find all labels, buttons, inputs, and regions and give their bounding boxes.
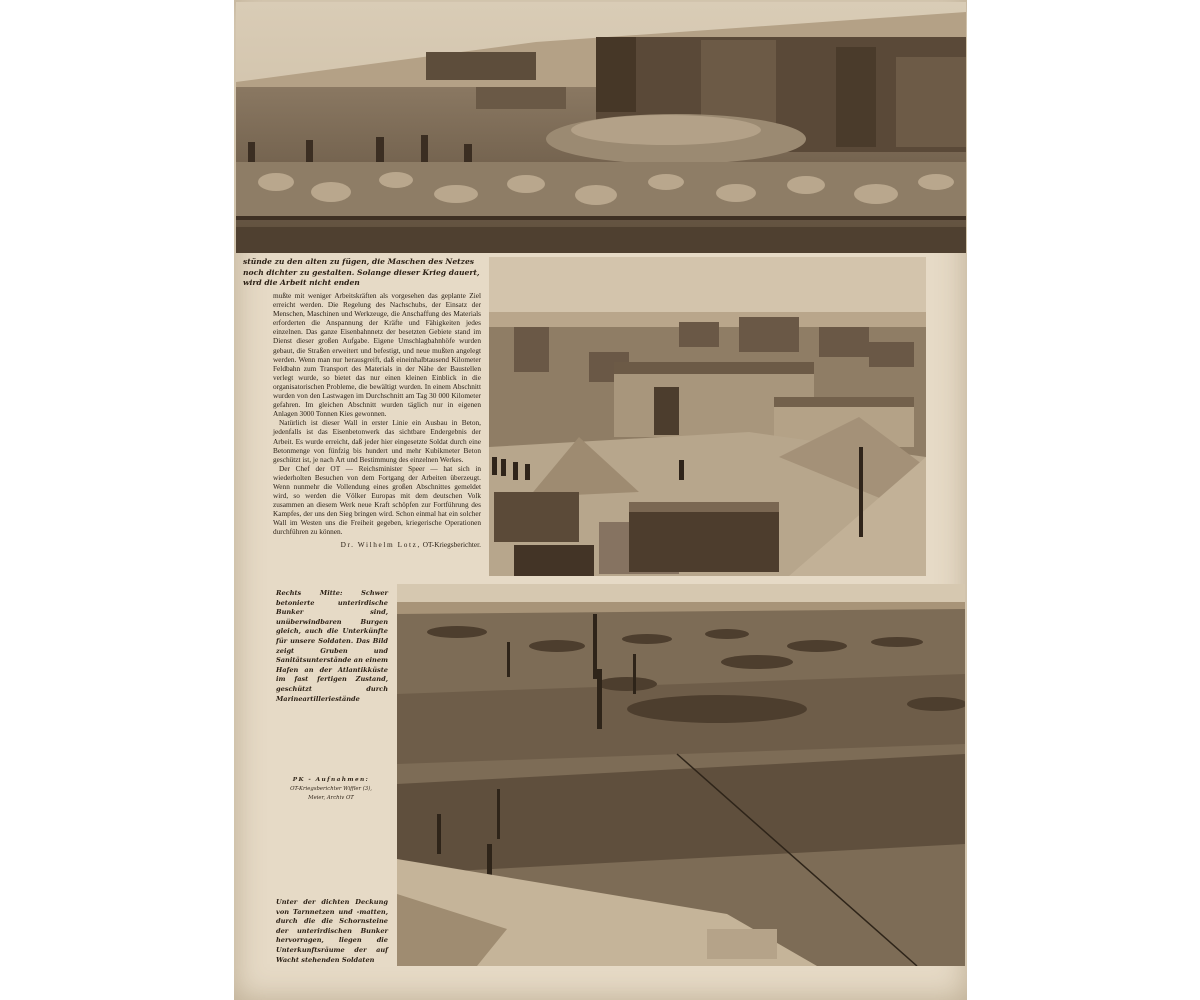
header-caption: stünde zu den alten zu fügen, die Maschen des Netzes noch dichter zu gestalten. Solange dieser Krieg dauert, wird die Arbeit nicht enden bbox=[243, 257, 480, 287]
photo-credits bbox=[268, 776, 394, 803]
byline-role: OT-Kriegsberichter. bbox=[422, 539, 481, 549]
credits-line: Meier, Archiv OT bbox=[308, 795, 354, 801]
photo-bunker-construction-site bbox=[236, 2, 966, 253]
article-column bbox=[273, 291, 481, 549]
article-paragraph: Der Chef der OT — Reichsminister Speer — hat sich in wiederholten Besuchen von dem Fortgang der Arbeiten überzeugt. Wenn nunmehr die Vollendung eines großen Abschnittes gemeldet wird, so werden die Völker Europas mit dem deutschen Volk zusammen an diesem Werk neue Kraft schöpfen zur Fortführung des Kampfes, der uns den Sieg bringen wird. Schon einmal hat ein solcher Wall im Westen uns die Freiheit gegeben, kriegerische Operationen durchführen zu können. bbox=[273, 463, 481, 537]
article-paragraph: mußte mit weniger Arbeitskräften als vorgesehen das geplante Ziel erreicht werden. Die Regelung des Nachschubs, der Einsatz der Menschen, Maschinen und Werkzeuge, die Anschaffung des Materials erforderten die Anspannung der Kräfte und Fähigkeiten jedes einzelnen. Das ganze Eisenbahnnetz der besetzten Gebiete stand im Dienst dieser großen Aufgabe. Eigene Umschlagbahnhöfe wurden gebaut, die Straßen erweitert und befestigt, und neue mußten angelegt werden. Wenn man nur herausgreift, daß eineinhalbtausend Kilometer Feldbahn zum Transport des Materials in der Nähe der Baustellen verlegt wurde, so bietet das nur einen kleinen Einblick in die organisatorischen Probleme, die bewältigt wurden. In einem Abschnitt wurden von den Lastwagen im Durchschnitt am Tag 30 000 Kilometer gefahren. Im gleichen Abschnitt wurden täglich nur in eigenen Anlagen 3000 Tonnen Kies gewonnen. bbox=[273, 291, 481, 419]
byline-name: Dr. Wilhelm Lotz, bbox=[340, 539, 421, 549]
byline bbox=[273, 540, 481, 549]
article-paragraph: Natürlich ist dieser Wall in erster Linie ein Ausbau in Beton, jedenfalls ist das Eisenbetonwerk das sichtbare Endergebnis der Arbeit. Es wurde erreicht, daß jeder hier eingesetzte Soldat durch eine Betonmenge von fünfzig bis hundert und mehr Kubikmeter Beton geschützt ist, je nach Art und Bestimmung des einzelnen Werkes. bbox=[273, 418, 481, 464]
caption-bottom: Unter der dichten Deckung von Tarnnetzen und -matten, durch die die Schornsteine der unterirdischen Bunker hervorragen, liegen die Unterkunftsräume der auf Wacht stehenden Soldaten bbox=[276, 898, 388, 964]
photo-camouflaged-field bbox=[397, 584, 965, 966]
credits-line: OT-Kriegsberichter Wiffler (3), bbox=[290, 786, 372, 792]
credits-heading: PK - Aufnahmen: bbox=[292, 777, 370, 783]
photo-harbour-bunkers bbox=[489, 257, 926, 576]
caption-right-middle: Rechts Mitte: Schwer betonierte unterirdische Bunker sind, unüberwindbaren Burgen gleich, auch die Unterkünfte für unsere Soldaten. Das Bild zeigt Gruben und Sanitätsunterstände an einem Hafen an der Atlantikküste im fast fertigen Zustand, geschützt durch Marineartilleriestände bbox=[276, 589, 388, 703]
